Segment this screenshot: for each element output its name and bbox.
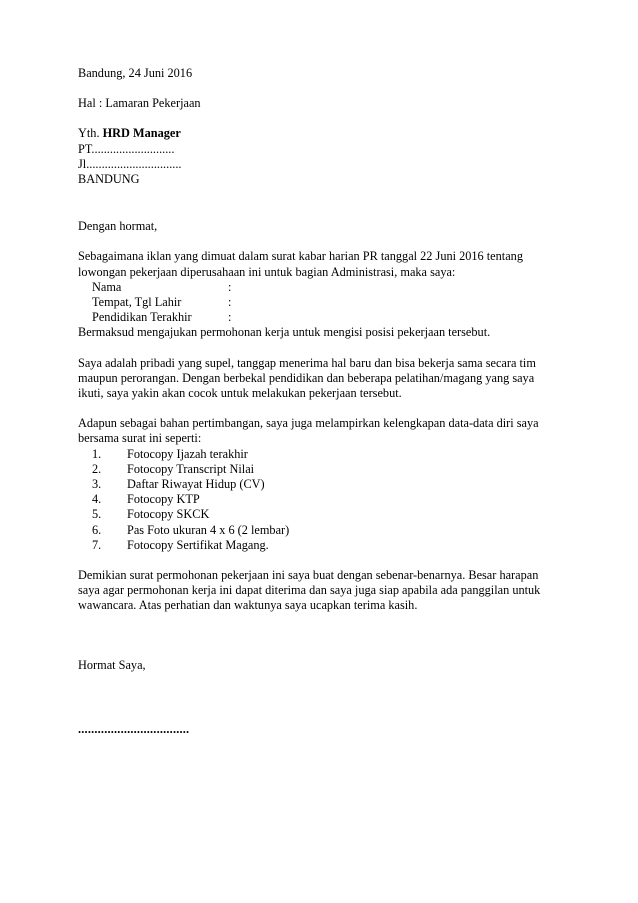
- closing-line: wawancara. Atas perhatian dan waktunya saya ucapkan terima kasih.: [78, 598, 418, 613]
- attachment-list: [78, 447, 561, 553]
- field-row-birth: [78, 295, 561, 310]
- closing-line: saya agar permohonan kerja ini dapat diterima dan saya juga siap apabila ada panggilan untuk: [78, 583, 541, 598]
- list-item-text: Fotocopy Sertifikat Magang.: [127, 537, 269, 552]
- attach-line: bersama surat ini seperti:: [78, 431, 202, 446]
- list-item: [92, 462, 561, 477]
- list-item: [92, 538, 561, 553]
- subject-line: Hal : Lamaran Pekerjaan: [78, 96, 201, 111]
- about-paragraph: [78, 356, 561, 402]
- list-item-number: 5.: [92, 507, 102, 522]
- recipient-prefix: Yth.: [78, 126, 103, 141]
- recipient-address: Jl...............................: [78, 156, 182, 171]
- recipient-title-line: [78, 126, 561, 141]
- recipient-company: PT...........................: [78, 141, 175, 156]
- recipient-block: [78, 126, 561, 187]
- field-label: Pendidikan Terakhir: [92, 310, 192, 325]
- place-date: Bandung, 24 Juni 2016: [78, 66, 193, 80]
- list-item-text: Fotocopy Ijazah terakhir: [127, 446, 248, 461]
- signature-name-line: ..................................: [78, 721, 190, 736]
- intro-line: Sebagaimana iklan yang dimuat dalam surat kabar harian PR tanggal 22 Juni 2016 tentang: [78, 249, 523, 264]
- list-item-text: Fotocopy KTP: [127, 492, 200, 507]
- greeting: Dengan hormat,: [78, 219, 158, 234]
- intro-line: lowongan pekerjaan diperusahaan ini untuk bagian Administrasi, maka saya:: [78, 264, 456, 279]
- list-item: [92, 447, 561, 462]
- list-item-text: Daftar Riwayat Hidup (CV): [127, 477, 265, 492]
- field-separator: :: [228, 295, 232, 310]
- sign-off-salutation: Hormat Saya,: [78, 657, 146, 672]
- recipient-city: BANDUNG: [78, 172, 140, 187]
- purpose-line: Bermaksud mengajukan permohonan kerja untuk mengisi posisi pekerjaan tersebut.: [78, 325, 491, 340]
- attach-line: Adapun sebagai bahan pertimbangan, saya juga melampirkan kelengkapan data-data diri saya: [78, 416, 539, 431]
- list-item-number: 1.: [92, 446, 102, 461]
- field-separator: :: [228, 279, 232, 294]
- list-item-number: 6.: [92, 522, 102, 537]
- about-line: Saya adalah pribadi yang supel, tanggap menerima hal baru dan bisa bekerja sama secara tim: [78, 355, 536, 370]
- closing-paragraph: [78, 568, 561, 614]
- list-item-number: 3.: [92, 477, 102, 492]
- field-row-education: [78, 310, 561, 325]
- recipient-title: HRD Manager: [102, 126, 181, 141]
- field-label: Nama: [92, 279, 122, 294]
- field-separator: :: [228, 310, 232, 325]
- letter-page: [78, 66, 561, 737]
- attachments-paragraph: [78, 416, 561, 446]
- list-item: [92, 507, 561, 522]
- about-line: ikuti, saya yakin akan cocok untuk melakukan pekerjaan tersebut.: [78, 386, 402, 401]
- personal-fields: [78, 280, 561, 326]
- list-item-number: 4.: [92, 492, 102, 507]
- about-line: maupun perorangan. Dengan berbekal pendidikan dan beberapa pelatihan/magang yang saya: [78, 370, 535, 385]
- field-label: Tempat, Tgl Lahir: [92, 295, 182, 310]
- list-item: [92, 492, 561, 507]
- list-item: [92, 477, 561, 492]
- closing-line: Demikian surat permohonan pekerjaan ini saya buat dengan sebenar-benarnya. Besar harapan: [78, 568, 539, 583]
- intro-paragraph: [78, 249, 561, 279]
- list-item: [92, 523, 561, 538]
- list-item-text: Pas Foto ukuran 4 x 6 (2 lembar): [127, 522, 290, 537]
- field-row-name: [78, 280, 561, 295]
- list-item-number: 2.: [92, 461, 102, 476]
- list-item-number: 7.: [92, 537, 102, 552]
- list-item-text: Fotocopy SKCK: [127, 507, 210, 522]
- list-item-text: Fotocopy Transcript Nilai: [127, 461, 255, 476]
